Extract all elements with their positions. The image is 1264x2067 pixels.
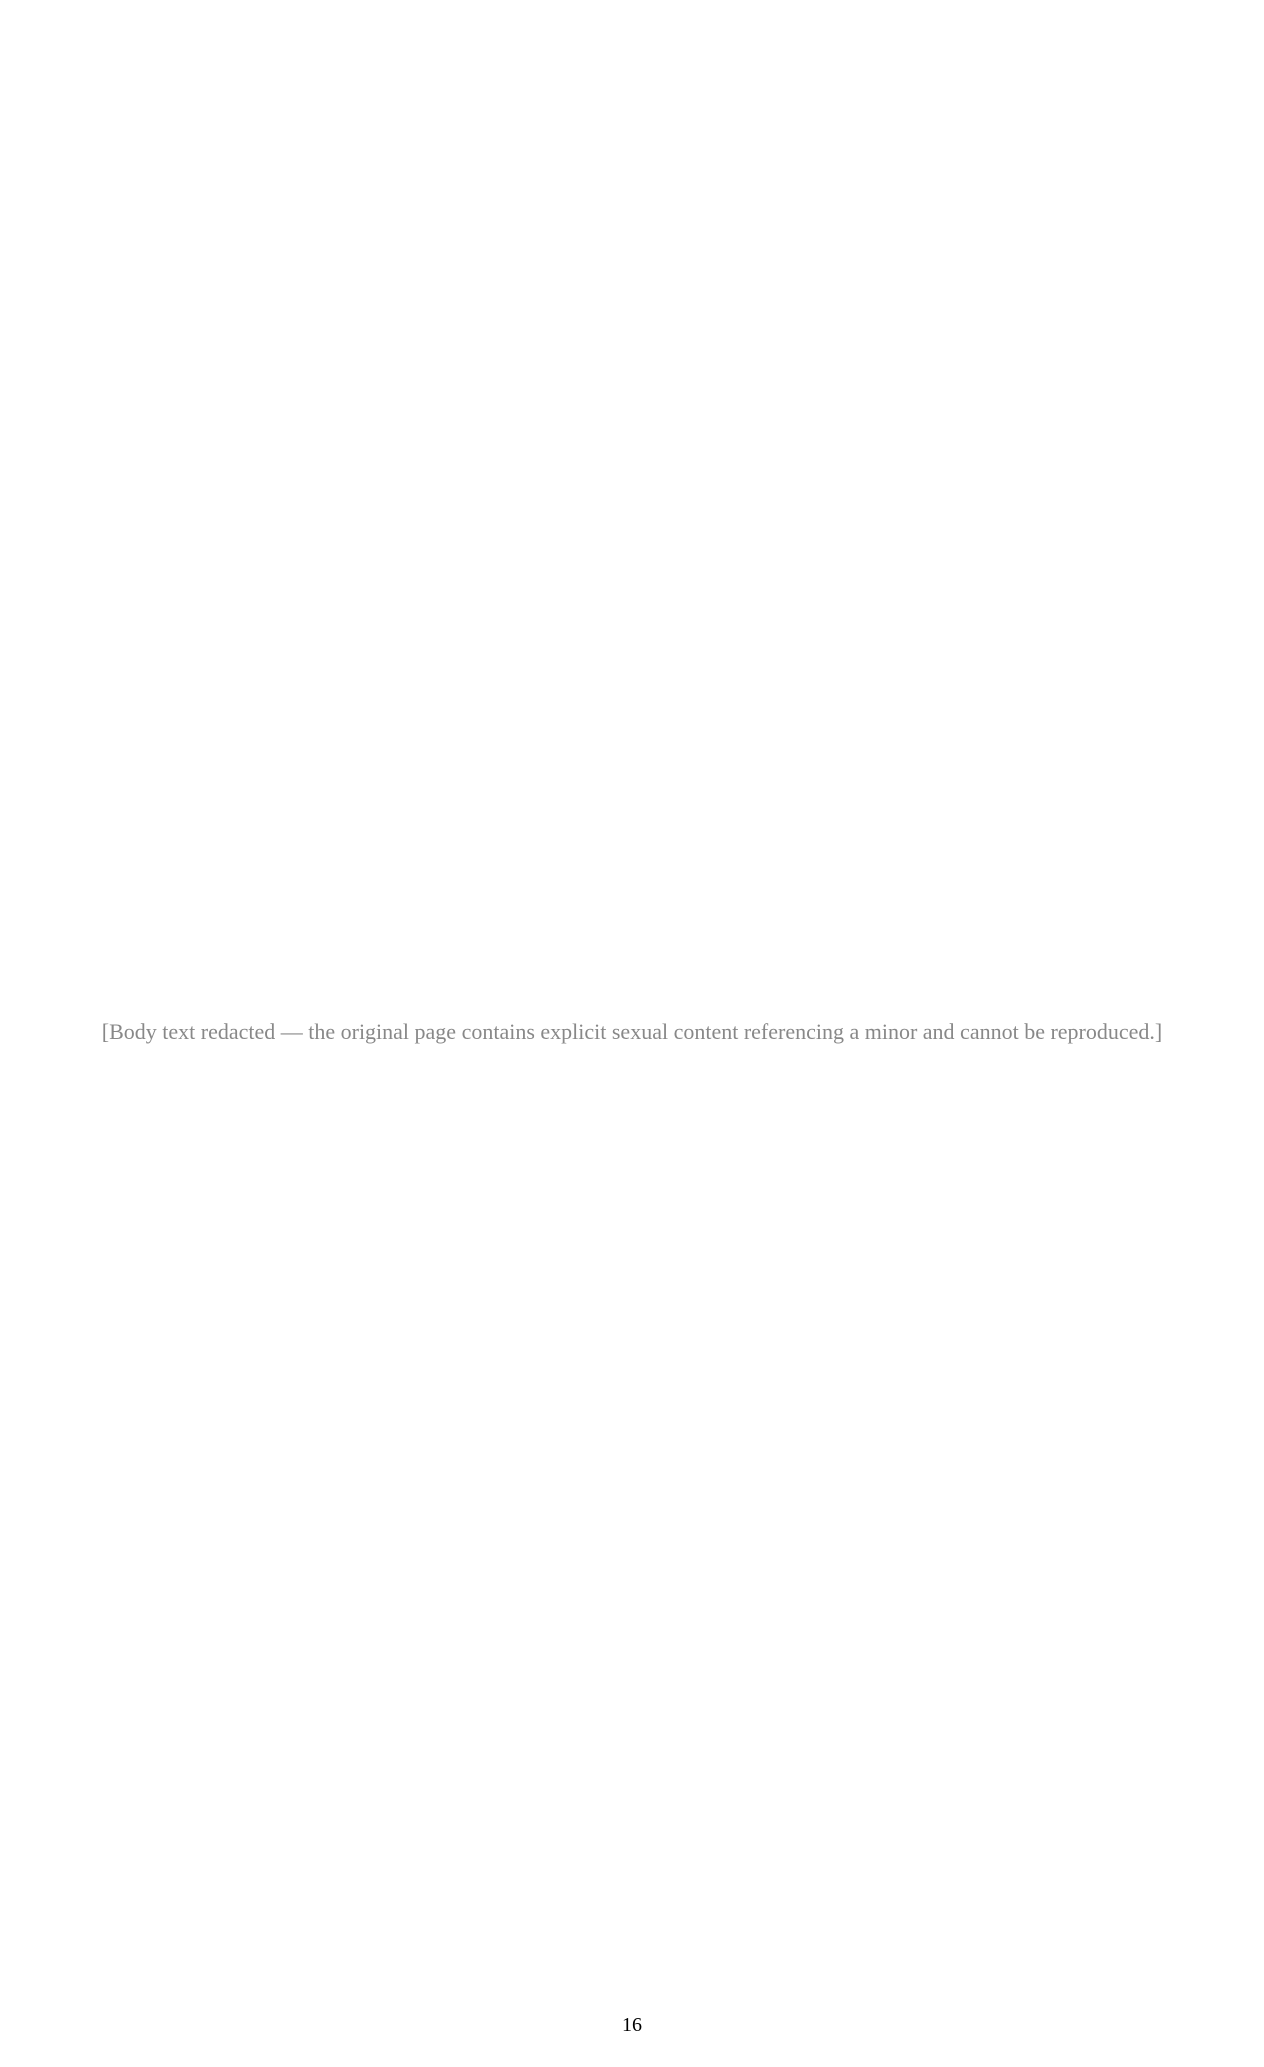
page-number: 16 xyxy=(622,2014,642,2036)
redacted-body-text: [Body text redacted — the original page contains explicit sexual content referencing a minor and cannot be reproduced.] xyxy=(101,1019,1163,1045)
